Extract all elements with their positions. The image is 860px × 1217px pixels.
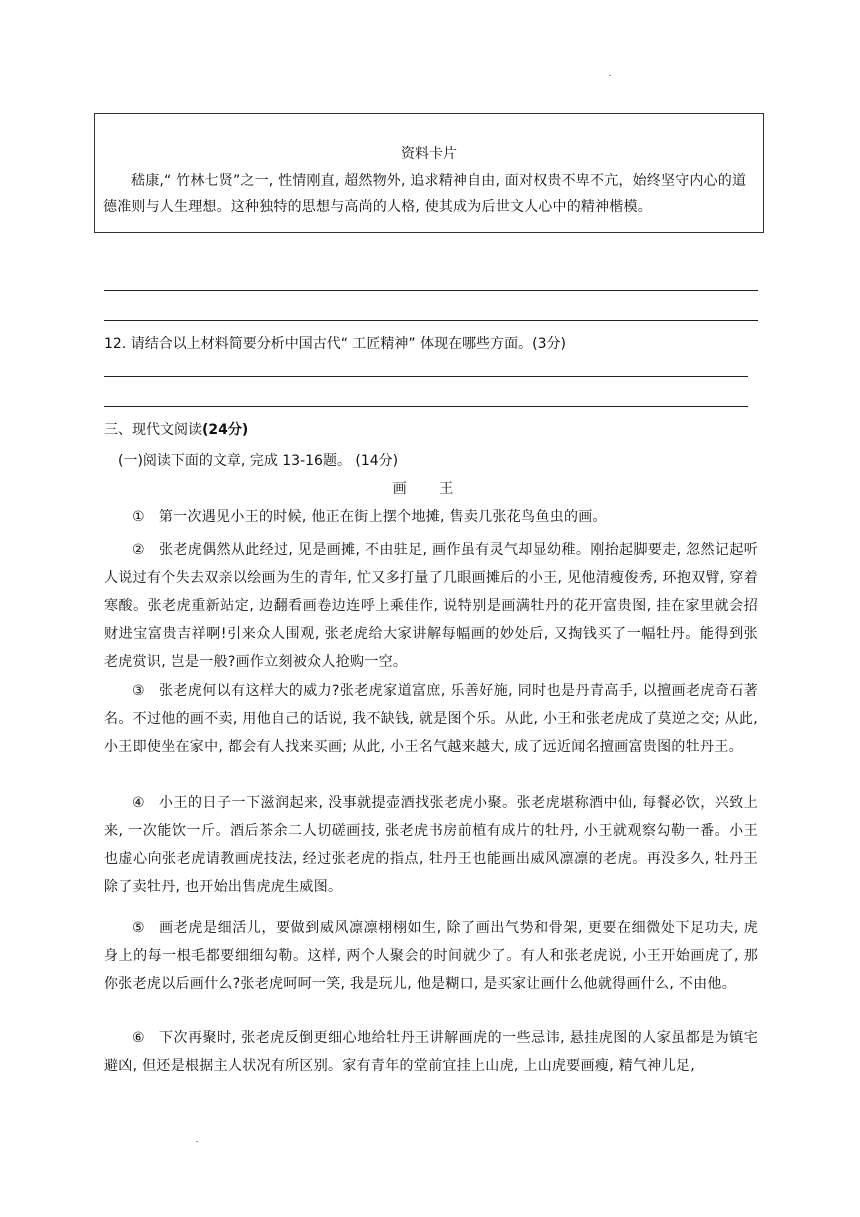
question-12: 12. 请结合以上材料简要分析中国古代“ 工匠精神” 体现在哪些方面。(3分)	[104, 336, 566, 352]
paragraph-number: ①	[132, 509, 145, 525]
paragraph-text: 小王的日子一下滋润起来, 没事就提壶酒找张老虎小聚。张老虎堪称酒中仙, 每餐必饮，兴致上来, 一次能饮一斤。酒后茶余二人切磋画技, 张老虎书房前植有成片的牡丹, 小王就观察勾勒一番。小王也虚心向张老虎请教画虎技法, 经过张老虎的指点, 牡丹王也能画出威风凛凛的老虎。再没多久, 牡丹王除了卖牡丹, 也开始出售虎虎生威图。	[104, 795, 758, 895]
paragraph-number: ④	[132, 795, 146, 811]
paragraph-number: ⑥	[132, 1030, 146, 1046]
paragraph-text: 画老虎是细活儿，要做到威风凛凛栩栩如生, 除了画出气势和骨架, 更要在细微处下足功夫, 虎身上的每一根毛都要细细勾勒。这样, 两个人聚会的时间就少了。有人和张老虎说, 小王开始画虎了, 那你张老虎以后画什么?张老虎呵呵一笑, 我是玩儿, 他是糊口, 是买家让画什么他就得画什么, 不由他。	[104, 920, 758, 992]
section-heading	[104, 419, 248, 439]
scan-dot-top	[609, 75, 611, 76]
article-paragraph	[104, 789, 758, 901]
section-label: 三、现代文阅读	[104, 422, 202, 438]
article-paragraph	[104, 677, 758, 761]
answer-line	[104, 406, 748, 407]
article-paragraph	[104, 914, 758, 998]
scan-dot-bottom	[196, 1141, 198, 1142]
answer-line	[104, 290, 758, 291]
section-score: (24分)	[202, 422, 249, 438]
info-card-text: 嵇康,“ 竹林七贤”之一, 性情刚直, 超然物外, 追求精神自由, 面对权贵不卑不亢，始终坚守内心的道德准则与人生理想。这种独特的思想与高尚的人格, 使其成为后世文人心中的精神楷模。	[103, 173, 747, 215]
paragraph-text: 第一次遇见小王的时候, 他正在街上摆个地摊, 售卖几张花鸟鱼虫的画。	[158, 509, 607, 525]
info-card	[94, 113, 764, 233]
paragraph-text: 张老虎何以有这样大的威力?张老虎家道富庶, 乐善好施, 同时也是丹青高手, 以擅画老虎奇石著名。不过他的画不卖, 用他自己的话说, 我不缺钱, 就是图个乐。从此, 小王和张老虎成了莫逆之交; 从此, 小王即使坐在家中, 都会有人找来买画; 从此, 小王名气越来越大, 成了远近闻名擅画富贵图的牡丹王。	[104, 683, 758, 755]
answer-line	[104, 320, 758, 321]
article-paragraph	[104, 536, 758, 676]
article-paragraph	[104, 503, 758, 531]
paragraph-text: 下次再聚时, 张老虎反倒更细心地给牡丹王讲解画虎的一些忌讳, 悬挂虎图的人家虽都是为镇宅避凶, 但还是根据主人状况有所区别。家有青年的堂前宜挂上山虎, 上山虎要画瘦, 精气神儿足,	[104, 1030, 758, 1074]
paragraph-number: ②	[132, 542, 145, 558]
article-title: 画 王	[392, 481, 468, 497]
paragraph-number: ⑤	[132, 920, 146, 936]
paragraph-text: 张老虎偶然从此经过, 见是画摊, 不由驻足, 画作虽有灵气却显幼稚。刚抬起脚要走, 忽然记起听人说过有个失去双亲以绘画为生的青年, 忙又多打量了几眼画摊后的小王, 见他清瘦俊秀, 环抱双臂, 穿着寒酸。张老虎重新站定, 边翻看画卷边连呼上乘佳作, 说特别是画满牡丹的花开富贵图, 挂在家里就会招财进宝富贵吉祥啊!引来众人围观, 张老虎给大家讲解每幅画的妙处后, 又掏钱买了一幅牡丹。能得到张老虎赏识, 岂是一般?画作立刻被众人抢购一空。	[104, 542, 758, 670]
article-paragraph	[104, 1024, 758, 1080]
subsection-heading: (一)阅读下面的文章, 完成 13-16题。 (14分)	[118, 453, 399, 469]
paragraph-number: ③	[132, 683, 145, 699]
answer-line	[104, 376, 748, 377]
info-card-title: 资料卡片	[401, 146, 457, 162]
